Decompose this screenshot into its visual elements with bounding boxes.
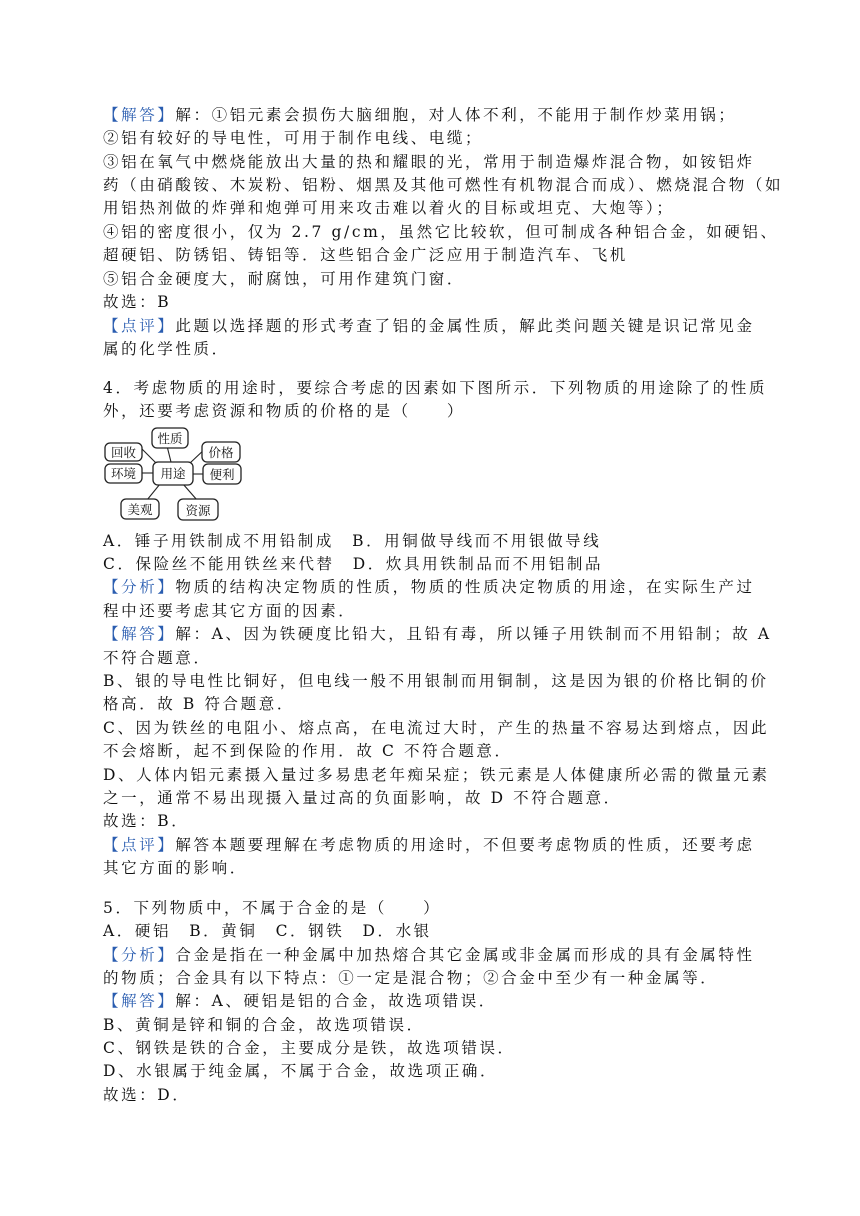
q4-answer-line-2: 不符合题意． <box>103 649 212 667</box>
analysis-tag: 【分析】 <box>103 578 176 596</box>
q3-answer-line-9: 故选：B <box>103 293 172 311</box>
q4-answer-line-5: C、因为铁丝的电阻小、熔点高，在电流过大时，产生的热量不容易达到熔点，因此 <box>103 719 770 737</box>
q5-answer-line-4: D、水银属于纯金属，不属于合金，故选项正确． <box>103 1062 499 1080</box>
q4-options-line-1: A．锤子用铁制成不用铅制成 B．用铜做导线而不用银做导线 <box>103 532 602 550</box>
q5-answer-line-5: 故选：D． <box>103 1086 191 1104</box>
q4-stem-line-2: 外，还要考虑资源和物质的价格的是（ ） <box>103 402 466 420</box>
q4-answer-line-9: 故选：B． <box>103 812 190 830</box>
answer-text: 解：A、因为铁硬度比铅大，且铅有毒，所以锤子用铁制而不用铅制；故 A <box>175 625 772 643</box>
q4-analysis-line-1 <box>103 576 763 598</box>
q3-answer-line-3: ③铝在氧气中燃烧能放出大量的热和耀眼的光，常用于制造爆炸混合物，如铵铝炸 <box>103 153 755 171</box>
q3-answer-line-2: ②铝有较好的导电性，可用于制作电线、电缆； <box>103 129 484 147</box>
diagram-label-top-right: 价格 <box>208 445 234 460</box>
q4-stem-line-1: 4．考虑物质的用途时，要综合考虑的因素如下图所示．下列物质的用途除了的性质 <box>103 379 768 397</box>
diagram-label-left: 环境 <box>110 466 137 481</box>
factors-diagram <box>103 424 251 522</box>
analysis-tag: 【分析】 <box>103 946 176 964</box>
analysis-text: 物质的结构决定物质的性质，物质的性质决定物质的用途，在实际生产过 <box>175 578 755 596</box>
diagram-label-top-left: 回收 <box>110 445 137 460</box>
analysis-text: 合金是指在一种金属中加热熔合其它金属或非金属而形成的具有金属特性 <box>175 946 755 964</box>
q3-comment-line-1 <box>103 315 763 337</box>
comment-text: 此题以选择题的形式考查了铝的金属性质，解此类问题关键是识记常见金 <box>175 317 755 335</box>
q5-analysis-line-1 <box>103 944 763 966</box>
q4-answer-line-7: D、人体内铝元素摄入量过多易患老年痴呆症；铁元素是人体健康所必需的微量元素 <box>103 766 770 784</box>
q3-answer-line-5: 用铝热剂做的炸弹和炮弹可用来攻击难以着火的目标或坦克、大炮等）； <box>103 199 675 217</box>
q3-comment-line-2: 属的化学性质． <box>103 340 230 358</box>
connector-line <box>183 484 197 500</box>
q4-comment-line-1 <box>103 834 763 856</box>
q4-analysis-line-2: 程中还要考虑其它方面的因素． <box>103 602 357 620</box>
q3-answer-line-8: ⑤铝合金硬度大，耐腐蚀，可用作建筑门窗． <box>103 270 466 288</box>
q5-answer-line-2: B、黄铜是锌和铜的合金，故选项错误． <box>103 1016 425 1034</box>
q4-answer-line-3: B、银的导电性比铜好，但电线一般不用银制而用铜制，这是因为银的价格比铜的价 <box>103 672 769 690</box>
q4-answer-line-8: 之一，通常不易出现摄入量过高的负面影响，故 D 不符合题意． <box>103 789 622 807</box>
answer-text: 解：A、硬铝是铝的合金，故选项错误． <box>175 992 497 1010</box>
q3-answer-line-4: 药（由硝酸铵、木炭粉、铝粉、烟黑及其他可燃性有机物混合而成）、燃烧混合物（如 <box>103 176 784 194</box>
answer-text: 解：①铝元素会损伤大脑细胞，对人体不利，不能用于制作炒菜用锅； <box>175 106 737 124</box>
diagram-label-bottom-left: 美观 <box>127 502 153 517</box>
q3-answer-line-1 <box>103 104 763 126</box>
q5-answer-line-3: C、钢铁是铁的合金，主要成分是铁，故选项错误． <box>103 1039 516 1057</box>
diagram-label-center: 用途 <box>160 466 186 481</box>
q4-answer-line-1 <box>103 623 772 645</box>
connector-line <box>147 484 160 500</box>
q4-answer-line-6: 不会熔断，起不到保险的作用．故 C 不符合题意． <box>103 742 513 760</box>
diagram-label-top: 性质 <box>157 431 183 446</box>
answer-tag: 【解答】 <box>103 625 176 643</box>
q4-answer-line-4: 格高．故 B 符合题意． <box>103 695 295 713</box>
q5-stem: 5．下列物质中，不属于合金的是（ ） <box>103 899 442 917</box>
diagram-label-right: 便利 <box>209 467 235 482</box>
answer-tag: 【解答】 <box>103 992 176 1010</box>
comment-tag: 【点评】 <box>103 317 176 335</box>
comment-tag: 【点评】 <box>103 836 176 854</box>
q4-comment-line-2: 其它方面的影响． <box>103 859 248 877</box>
q3-answer-line-7: 超硬铝、防锈铝、铸铝等．这些铝合金广泛应用于制造汽车、飞机 <box>103 246 628 264</box>
diagram-label-bottom-right: 资源 <box>185 503 211 518</box>
q5-analysis-line-2: 的物质；合金具有以下特点：①一定是混合物；②合金中至少有一种金属等． <box>103 969 719 987</box>
q5-answer-line-1 <box>103 990 763 1012</box>
q4-options-line-2: C．保险丝不能用铁丝来代替 D．炊具用铁制品而不用铝制品 <box>103 555 604 573</box>
comment-text: 解答本题要理解在考虑物质的用途时，不但要考虑物质的性质，还要考虑 <box>175 836 755 854</box>
answer-tag: 【解答】 <box>103 106 176 124</box>
q3-answer-line-6: ④铝的密度很小，仅为 2.7 g/cm，虽然它比较软，但可制成各种铝合金，如硬铝、 <box>103 223 779 241</box>
q5-options: A．硬铝 B．黄铜 C．钢铁 D．水银 <box>103 922 432 940</box>
